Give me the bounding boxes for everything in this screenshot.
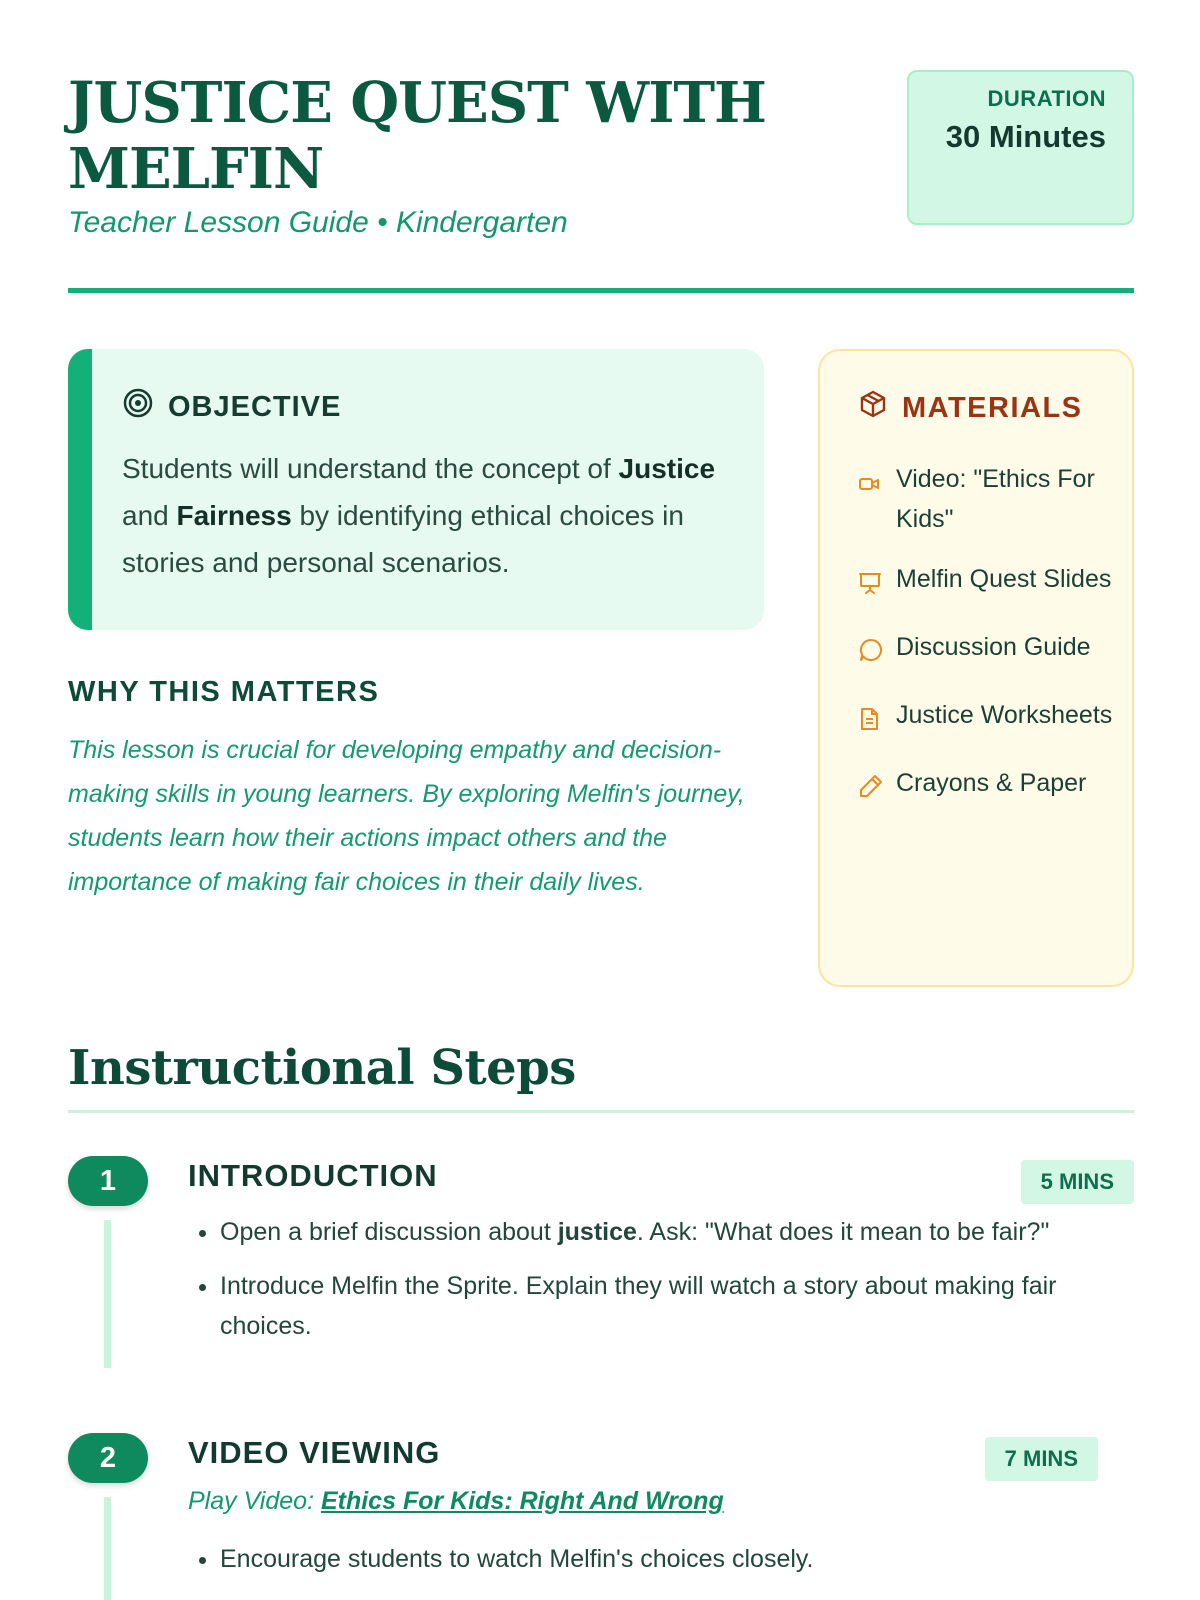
materials-card: [818, 349, 1134, 987]
material-label: Discussion Guide: [896, 633, 1091, 661]
materials-heading: MATERIALS: [902, 391, 1083, 424]
step-title: VIDEO VIEWING: [188, 1435, 441, 1470]
list-item: • Encourage students to watch Melfin's choices closely.: [220, 1539, 1120, 1579]
objective-text-part: and: [122, 500, 177, 531]
step-timeline-line: [104, 1497, 111, 1600]
header-divider: [68, 288, 1134, 293]
objective-text: [122, 445, 734, 586]
chat-icon: [858, 627, 886, 675]
play-video-line: [188, 1487, 724, 1516]
step-duration-badge: 7 MINS: [985, 1437, 1098, 1481]
bullet-text: . Ask: "What does it mean to be fair?": [636, 1218, 1050, 1246]
objective-heading: OBJECTIVE: [168, 390, 342, 423]
target-icon: [122, 387, 154, 427]
objective-card: [68, 349, 764, 630]
objective-text-part: by identifying ethical choices in stories and personal scenarios.: [122, 500, 684, 578]
material-label: Justice Worksheets: [896, 701, 1113, 729]
step-timeline-line: [104, 1220, 111, 1368]
objective-text-part: Students will understand the concept of: [122, 453, 619, 484]
list-item: • Introduce Melfin the Sprite. Explain they will watch a story about making fair choices.: [220, 1266, 1140, 1346]
steps-section-title: Instructional Steps: [68, 1040, 576, 1096]
document-icon: [858, 695, 886, 743]
bullet-text: Open a brief discussion about: [220, 1218, 558, 1246]
objective-keyword-fairness: Fairness: [176, 500, 292, 531]
duration-card: [907, 70, 1134, 225]
steps-divider: [68, 1110, 1134, 1113]
play-video-label: Play Video:: [188, 1487, 321, 1515]
step-bullet-list: [220, 1539, 1120, 1593]
step-number-badge: 2: [68, 1433, 148, 1483]
material-item-video: [858, 459, 1114, 539]
step-number-badge: 1: [68, 1156, 148, 1206]
step-title: INTRODUCTION: [188, 1158, 438, 1193]
duration-label: DURATION: [987, 86, 1106, 111]
material-item-discussion: [858, 627, 1114, 675]
page-subtitle: Teacher Lesson Guide • Kindergarten: [68, 206, 568, 239]
materials-list: [858, 459, 1114, 811]
material-item-slides: [858, 559, 1114, 607]
material-item-worksheets: [858, 695, 1114, 743]
page-title: JUSTICE QUEST WITH MELFIN: [68, 70, 766, 202]
step-2: [68, 1433, 1134, 1600]
list-item: [220, 1212, 1140, 1252]
materials-heading-row: [858, 389, 1114, 427]
presentation-icon: [858, 559, 886, 607]
step-duration-badge: 5 MINS: [1021, 1160, 1134, 1204]
lesson-header: [68, 70, 1134, 300]
why-text: This lesson is crucial for developing empathy and decision-making skills in young learners. By exploring Melfin's journey, students learn how their actions impact others and the importance of making fair choices in their daily lives.: [68, 736, 745, 896]
pencil-icon: [858, 763, 886, 811]
bullet-keyword: justice: [557, 1218, 637, 1246]
step-1: [68, 1156, 1134, 1382]
objective-heading-row: [122, 387, 734, 427]
duration-value: 30 Minutes: [945, 119, 1106, 154]
material-label: Crayons & Paper: [896, 769, 1087, 797]
step-bullet-list: [220, 1212, 1140, 1360]
video-icon: [858, 459, 886, 507]
material-label: Melfin Quest Slides: [896, 565, 1112, 593]
why-heading: WHY THIS MATTERS: [68, 676, 380, 708]
box-icon: [858, 389, 888, 427]
material-label: Video: "Ethics For Kids": [896, 465, 1095, 533]
objective-keyword-justice: Justice: [618, 453, 716, 484]
video-link[interactable]: Ethics For Kids: Right And Wrong: [320, 1487, 724, 1515]
material-item-crayons: [858, 763, 1114, 811]
